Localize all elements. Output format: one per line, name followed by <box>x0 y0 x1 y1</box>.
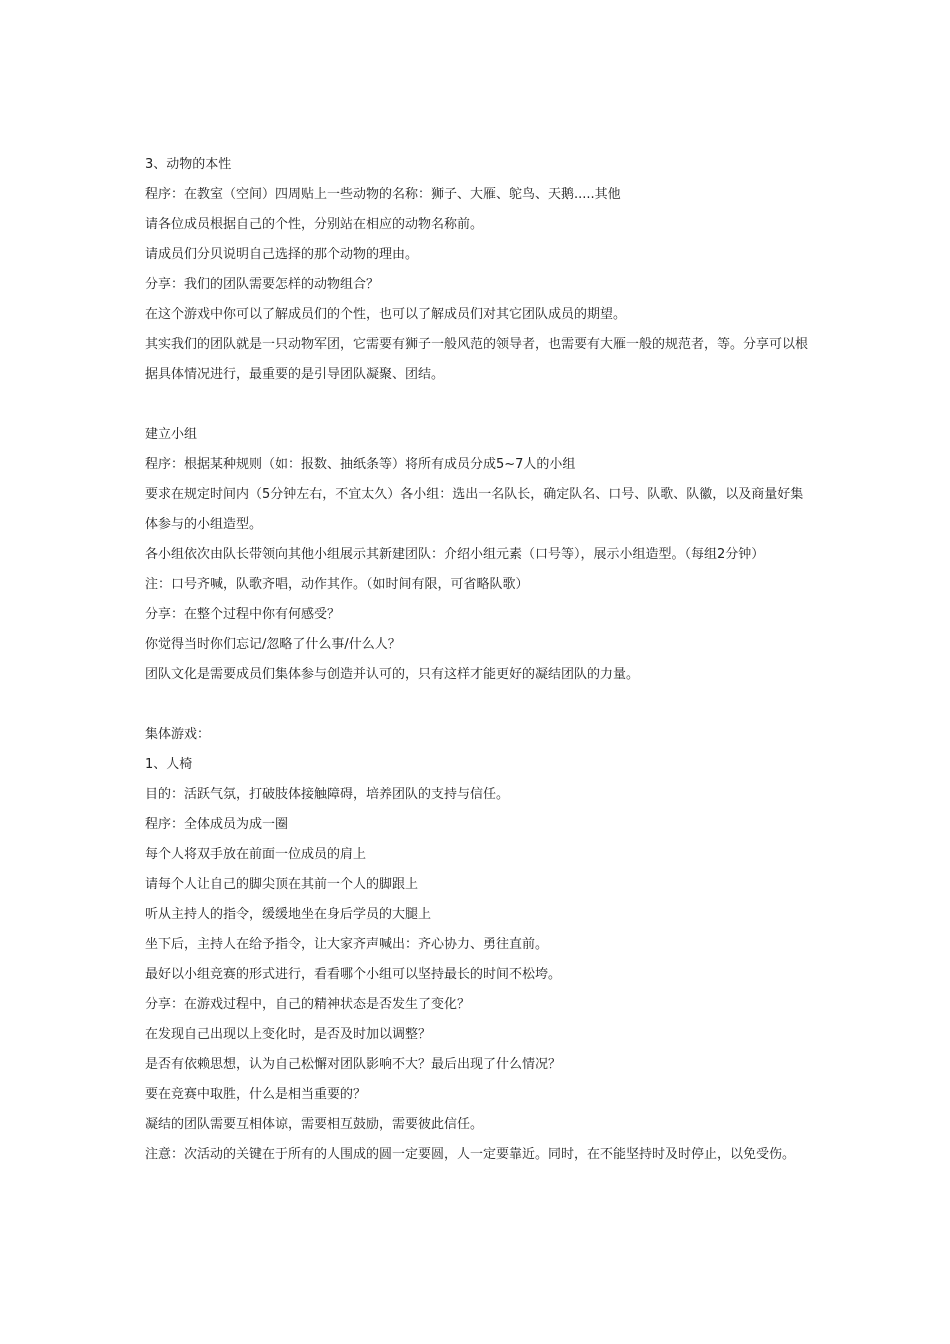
text-paragraph: 注意：次活动的关键在于所有的人围成的圆一定要圆，人一定要靠近。同时，在不能坚持时及时停止，以免受伤。 <box>145 1147 796 1162</box>
text-line: 听从主持人的指令，缓缓地坐在身后学员的大腿上 <box>145 907 432 922</box>
text-line: 分享：在整个过程中你有何感受？ <box>145 607 341 622</box>
text-line: 请每个人让自己的脚尖顶在其前一个人的脚跟上 <box>145 877 419 892</box>
text-line: 在发现自己出现以上变化时，是否及时加以调整？ <box>145 1027 432 1042</box>
spacer <box>145 390 815 420</box>
text-line: 程序：根据某种规则（如：报数、抽纸条等）将所有成员分成5~7人的小组 <box>145 457 576 472</box>
text-line: 坐下后，主持人在给予指令，让大家齐声喊出：齐心协力、勇往直前。 <box>145 937 549 952</box>
text-line: 程序：在教室（空间）四周贴上一些动物的名称：狮子、大雁、鸵鸟、天鹅.....其他 <box>145 187 621 202</box>
text-paragraph: 要求在规定时间内（5分钟左右，不宜太久）各小组：选出一名队长，确定队名、口号、队歌、队徽，以及商量好集体参与的小组造型。 <box>145 487 804 532</box>
text-line: 目的：活跃气氛，打破肢体接触障碍，培养团队的支持与信任。 <box>145 787 510 802</box>
text-line: 最好以小组竞赛的形式进行，看看哪个小组可以坚持最长的时间不松垮。 <box>145 967 562 982</box>
text-line: 在这个游戏中你可以了解成员们的个性，也可以了解成员们对其它团队成员的期望。 <box>145 307 627 322</box>
section-title-animal-nature: 3、动物的本性 <box>145 157 232 172</box>
text-line: 程序：全体成员为成一圈 <box>145 817 289 832</box>
text-line: 团队文化是需要成员们集体参与创造并认可的，只有这样才能更好的凝结团队的力量。 <box>145 667 640 682</box>
document-body <box>145 150 815 1170</box>
section-title-build-group: 建立小组 <box>145 427 198 442</box>
text-line: 注：口号齐喊，队歌齐唱，动作其作。（如时间有限，可省略队歌） <box>145 577 529 592</box>
text-line: 是否有依赖思想，认为自己松懈对团队影响不大？最后出现了什么情况？ <box>145 1057 562 1072</box>
text-line: 要在竞赛中取胜，什么是相当重要的？ <box>145 1087 367 1102</box>
spacer <box>145 690 815 720</box>
text-line: 你觉得当时你们忘记/忽略了什么事/什么人？ <box>145 637 401 652</box>
section-title-group-games: 集体游戏： <box>145 727 211 742</box>
subsection-title-human-chair: 1、人椅 <box>145 757 193 772</box>
text-line: 请各位成员根据自己的个性，分别站在相应的动物名称前。 <box>145 217 484 232</box>
text-line: 请成员们分贝说明自己选择的那个动物的理由。 <box>145 247 419 262</box>
text-line: 凝结的团队需要互相体谅，需要相互鼓励，需要彼此信任。 <box>145 1117 484 1132</box>
text-paragraph: 其实我们的团队就是一只动物军团，它需要有狮子一般风范的领导者，也需要有大雁一般的规范者，等。分享可以根据具体情况进行，最重要的是引导团队凝聚、团结。 <box>145 337 809 382</box>
text-line: 各小组依次由队长带领向其他小组展示其新建团队：介绍小组元素（口号等），展示小组造型。（每组2分钟） <box>145 547 765 562</box>
text-line: 分享：在游戏过程中，自己的精神状态是否发生了变化？ <box>145 997 471 1012</box>
text-line: 每个人将双手放在前面一位成员的肩上 <box>145 847 367 862</box>
text-line: 分享：我们的团队需要怎样的动物组合？ <box>145 277 380 292</box>
